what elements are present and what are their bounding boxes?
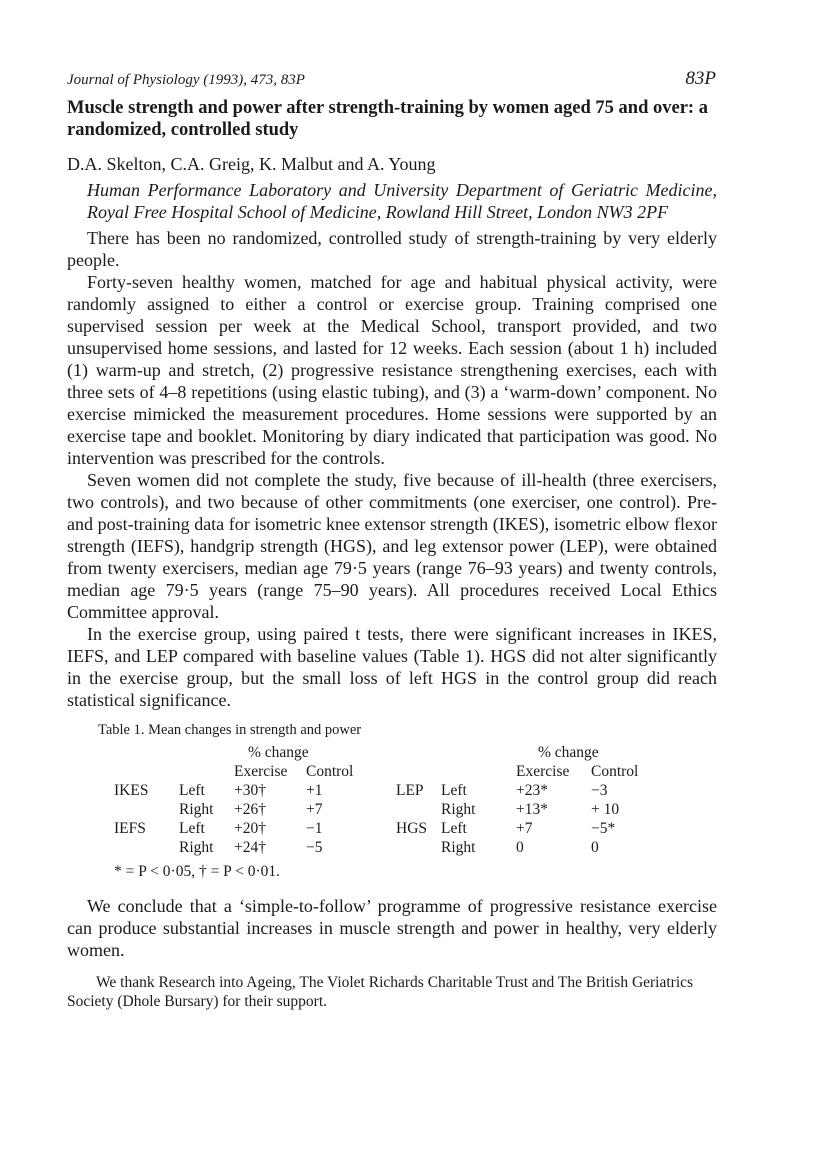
article-body [67,97,717,1011]
paragraph-intro: There has been no randomized, controlled study of strength-training by very elderly people. [67,228,717,270]
measure-cell [396,838,441,857]
control-value: −1 [306,820,323,837]
table-subheader-row [114,762,651,781]
table-caption: Table 1. Mean changes in strength and power [98,722,362,738]
paragraph-results: In the exercise group, using paired t tests, there were significant increases in IKES, IEFS, and LEP compared with baseline values (Table 1). HGS did not alter significantly in the exercise group, but the small loss of left HGS in the control group did reach statistical significance. [67,624,717,710]
measure-cell: HGS [396,820,428,837]
table-header-row [114,743,651,762]
exercise-value: +30† [234,782,266,799]
control-value: −3 [591,782,608,799]
authors: D.A. Skelton, C.A. Greig, K. Malbut and A. Young [67,154,436,174]
page-number: 83P [685,68,716,89]
table-row [114,819,651,838]
measure-cell: IEFS [114,820,146,837]
control-value: −5 [306,839,323,856]
control-value: −5* [591,820,616,837]
results-table [114,743,651,857]
measure-cell: IKES [114,782,149,799]
exercise-header-left: Exercise [234,763,288,780]
control-value: +7 [306,801,323,818]
side-cell: Right [441,801,476,818]
exercise-value: +26† [234,801,266,818]
running-head [67,68,716,90]
side-cell: Right [441,839,476,856]
side-cell: Left [179,782,205,799]
measure-cell [114,800,179,819]
exercise-value: +24† [234,839,266,856]
pct-change-header-right: % change [538,744,599,761]
article-title: Muscle strength and power after strength-training by women aged 75 and over: a randomized, controlled study [67,98,708,140]
table-row [114,781,651,800]
measure-cell [396,800,441,819]
journal-reference: Journal of Physiology (1993), 473, 83P [67,72,305,88]
exercise-value: 0 [516,839,524,856]
measure-cell: LEP [396,782,424,799]
affiliation: Human Performance Laboratory and University Department of Geriatric Medicine, Royal Free Hospital School of Medicine, Rowland Hill Street, London NW3 2PF [87,180,717,222]
exercise-value: +13* [516,801,548,818]
control-value: 0 [591,839,599,856]
control-header-left: Control [306,763,354,780]
control-header-right: Control [591,763,639,780]
exercise-header-right: Exercise [516,763,570,780]
paragraph-subjects: Seven women did not complete the study, five because of ill-health (three exercisers, two controls), and two because of other commitments (one exerciser, one control). Pre- and post-training data for isometric knee extensor strength (IKES), isometric elbow flexor strength (IEFS), handgrip strength (HGS), and leg extensor power (LEP), were obtained from twenty exercisers, median age 79·5 years (range 76–93 years) and twenty controls, median age 79·5 years (range 75–90 years). All procedures received Local Ethics Committee approval. [67,470,717,622]
side-cell: Left [441,820,467,837]
table-row [114,800,651,819]
control-value: + 10 [591,801,620,818]
table-footnote: * = P < 0·05, † = P < 0·01. [114,863,281,880]
exercise-value: +20† [234,820,266,837]
side-cell: Left [441,782,467,799]
acknowledgement: We thank Research into Ageing, The Violet Richards Charitable Trust and The British Geriatrics Society (Dhole Bursary) for their support. [67,974,694,1010]
side-cell: Left [179,820,205,837]
side-cell: Right [179,801,214,818]
pct-change-header-left: % change [248,744,309,761]
control-value: +1 [306,782,323,799]
paragraph-conclusion: We conclude that a ‘simple-to-follow’ programme of progressive resistance exercise can produce substantial increases in muscle strength and power in healthy, very elderly women. [67,896,717,960]
exercise-value: +23* [516,782,548,799]
paragraph-methods: Forty-seven healthy women, matched for age and habitual physical activity, were randomly assigned to either a control or exercise group. Training comprised one supervised session per week at the Medical School, transport provided, and two unsupervised home sessions, and lasted for 12 weeks. Each session (about 1 h) included (1) warm-up and stretch, (2) progressive resistance strengthening exercises, each with three sets of 4–8 repetitions (using elastic tubing), and (3) a ‘warm-down’ component. No exercise mimicked the measurement procedures. Home sessions were supported by an exercise tape and booklet. Monitoring by diary indicated that participation was good. No intervention was prescribed for the controls. [67,272,717,468]
exercise-value: +7 [516,820,533,837]
measure-cell [114,838,179,857]
table-row [114,838,651,857]
side-cell: Right [179,839,214,856]
